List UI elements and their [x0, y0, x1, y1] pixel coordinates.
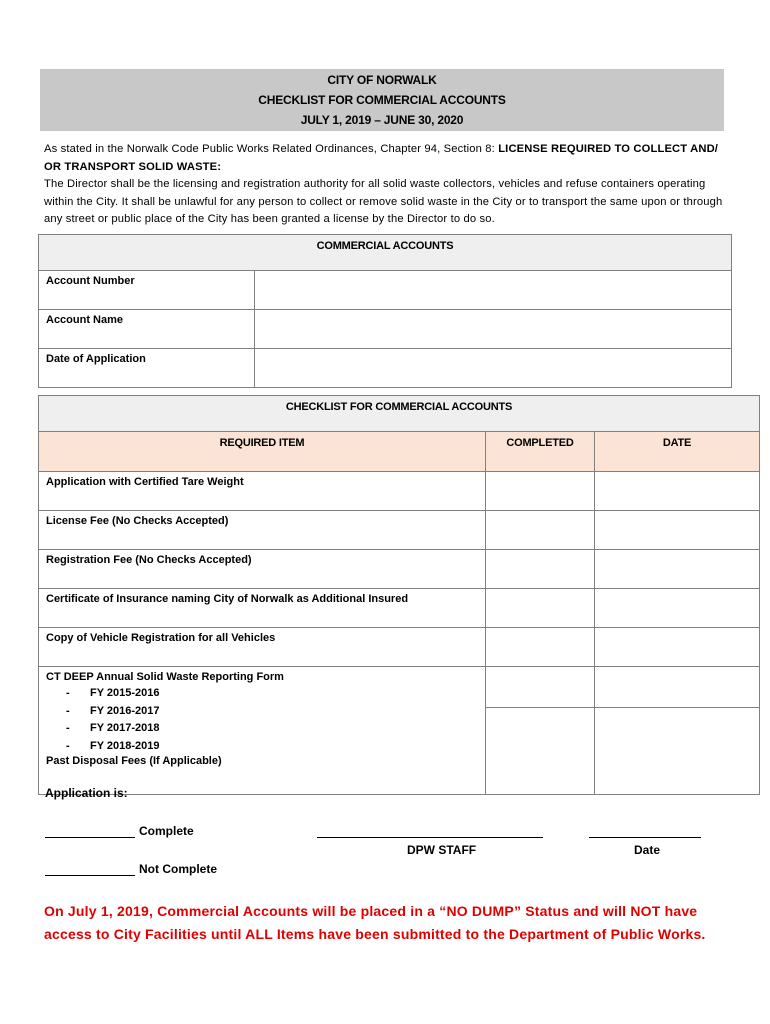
not-complete-label: Not Complete [139, 862, 217, 876]
completed-cell[interactable] [486, 589, 595, 628]
intro-lead: As stated in the Norwalk Code Public Works Related Ordinances, Chapter 94, Section 8: [44, 143, 499, 155]
col-required-item: REQUIRED ITEM [39, 432, 486, 472]
dpw-staff-signature-line[interactable] [317, 837, 543, 838]
date-signature-line[interactable] [589, 837, 701, 838]
ct-deep-item [39, 667, 486, 795]
application-status-heading: Application is: [45, 786, 128, 800]
checklist-table [38, 395, 760, 795]
accounts-table [38, 234, 732, 388]
header-title: CHECKLIST FOR COMMERCIAL ACCOUNTS [258, 93, 506, 107]
date-cell[interactable] [595, 628, 760, 667]
intro-body: The Director shall be the licensing and registration authority for all solid waste collectors, vehicles and refuse containers operating within the City. It shall be unlawful for any person to collect or remove solid waste in the City or to transport the same upon or through any street or public place of the City has been granted a license by the Director to do so. [44, 178, 723, 225]
table-row [39, 349, 732, 388]
table-row [39, 310, 732, 349]
date-cell[interactable] [595, 511, 760, 550]
date-label: Date [634, 843, 661, 857]
dpw-staff-label: DPW STAFF [407, 843, 477, 857]
completed-cell[interactable] [486, 472, 595, 511]
completed-cell[interactable] [486, 667, 595, 708]
document-header [40, 69, 724, 131]
completed-cell[interactable] [486, 550, 595, 589]
col-date: DATE [595, 432, 760, 472]
item-label: Copy of Vehicle Registration for all Vehicles [39, 628, 486, 667]
date-cell[interactable] [595, 589, 760, 628]
date-cell[interactable] [595, 707, 760, 794]
complete-label: Complete [139, 824, 194, 838]
intro-bold: LICENSE REQUIRED TO COLLECT AND/ OR TRANSPORT SOLID WASTE: [44, 143, 719, 173]
header-city: CITY OF NORWALK [327, 73, 437, 87]
date-cell[interactable] [595, 550, 760, 589]
list-item: - FY 2016-2017 [66, 704, 160, 717]
table-row [39, 589, 760, 628]
col-completed: COMPLETED [486, 432, 595, 472]
table-row [39, 271, 732, 310]
item-label: License Fee (No Checks Accepted) [39, 511, 486, 550]
complete-signature-line[interactable] [45, 837, 135, 838]
table-row [39, 472, 760, 511]
table-row [39, 628, 760, 667]
account-name-label: Account Name [39, 310, 255, 349]
item-label: Registration Fee (No Checks Accepted) [39, 550, 486, 589]
accounts-title: COMMERCIAL ACCOUNTS [39, 235, 732, 271]
intro-paragraph [44, 141, 728, 229]
past-fees-label: Past Disposal Fees (If Applicable) [46, 755, 222, 767]
table-row [39, 667, 760, 708]
ct-deep-label: CT DEEP Annual Solid Waste Reporting Form [46, 671, 284, 683]
date-of-application-field[interactable] [255, 349, 732, 388]
item-label: Application with Certified Tare Weight [39, 472, 486, 511]
header-dates: JULY 1, 2019 – JUNE 30, 2020 [300, 113, 464, 127]
checklist-title: CHECKLIST FOR COMMERCIAL ACCOUNTS [39, 396, 760, 432]
item-label: Certificate of Insurance naming City of Norwalk as Additional Insured [39, 589, 486, 628]
list-item: - FY 2018-2019 [66, 739, 160, 752]
list-item: - FY 2017-2018 [66, 722, 160, 734]
not-complete-signature-line[interactable] [45, 875, 135, 876]
completed-cell[interactable] [486, 707, 595, 794]
completed-cell[interactable] [486, 628, 595, 667]
no-dump-notice: On July 1, 2019, Commercial Accounts will be placed in a “NO DUMP” Status and will NOT have access to City Facilities until ALL Items have been submitted to the Department of Public Works. [44, 903, 706, 942]
account-name-field[interactable] [255, 310, 732, 349]
completed-cell[interactable] [486, 511, 595, 550]
account-number-label: Account Number [39, 271, 255, 310]
table-row [39, 550, 760, 589]
table-row [39, 511, 760, 550]
date-of-application-label: Date of Application [39, 349, 255, 388]
account-number-field[interactable] [255, 271, 732, 310]
date-cell[interactable] [595, 667, 760, 708]
fy-list [46, 685, 485, 755]
list-item: - FY 2015-2016 [66, 687, 160, 699]
date-cell[interactable] [595, 472, 760, 511]
